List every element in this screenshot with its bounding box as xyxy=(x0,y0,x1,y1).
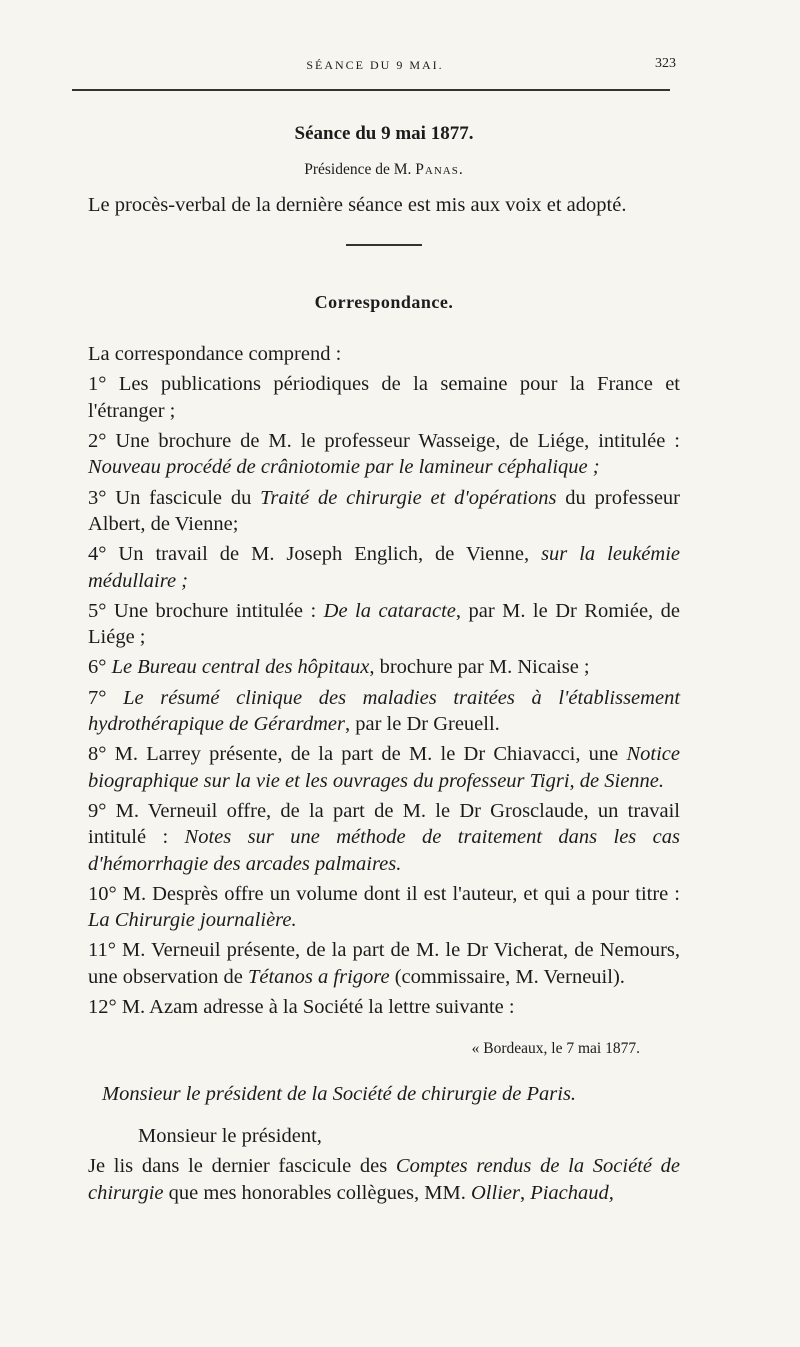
text-segment: , par M. le Dr Romiée, de Liége ; xyxy=(88,599,680,649)
text-segment: 10° M. Desprès offre un volume dont il est l'auteur, et qui a pour titre : xyxy=(88,882,680,905)
italic-text: De la cataracte xyxy=(323,599,456,622)
letter-date: « Bordeaux, le 7 mai 1877. xyxy=(471,1040,640,1058)
text-segment: 3° Un fascicule du xyxy=(88,486,261,509)
presidence-line xyxy=(88,157,680,183)
text-segment: , brochure par M. Nicaise ; xyxy=(369,656,590,679)
presidence-label: Présidence de M. xyxy=(304,161,412,179)
italic-text: Comptes rendus de la Société de chirurgie xyxy=(88,1155,681,1204)
text-segment: 7° xyxy=(88,686,124,709)
correspondence-item xyxy=(88,685,680,738)
correspondence-item xyxy=(88,485,680,538)
correspondence-item xyxy=(88,598,680,651)
presidence-name: Panas. xyxy=(415,161,464,179)
text-segment: 6° xyxy=(88,656,112,679)
italic-text: Le résumé clinique des maladies traitées à l'établissement hydrothérapique de Gérardmer xyxy=(88,686,681,736)
text-segment: , xyxy=(519,1181,531,1204)
text-segment: 1° Les publications périodiques de la semaine pour la France et l'étranger ; xyxy=(88,373,680,422)
letter-body xyxy=(88,1153,680,1206)
lead-paragraph xyxy=(88,341,680,367)
italic-text: Le Bureau central des hôpitaux xyxy=(111,656,370,679)
text-segment: 11° M. Verneuil présente, de la part de M. le Dr Vicherat, de Nemours, une observation de xyxy=(88,939,680,988)
italic-text: Notice biographique sur la vie et les ouvrages du professeur Tigri, de Sienne. xyxy=(88,743,680,792)
italic-text: Notes sur une méthode de traitement dans les cas d'hémorrhagie des arcades palmaires. xyxy=(88,826,680,875)
text-segment: Je lis dans le dernier fascicule des xyxy=(88,1155,396,1178)
correspondence-item xyxy=(88,541,680,594)
section-divider xyxy=(346,244,422,246)
page-header xyxy=(72,58,678,78)
text-segment: 4° Un travail de M. Joseph Englich, de Vienne, xyxy=(88,543,542,566)
letter-salutation: Monsieur le président, xyxy=(138,1124,322,1147)
correspondence-item xyxy=(88,798,680,877)
section-title: Correspondance. xyxy=(314,291,454,312)
correspondence-list xyxy=(88,371,680,1020)
text-segment: que mes honorables collègues, MM. xyxy=(163,1181,471,1204)
italic-text: La Chirurgie journalière. xyxy=(88,909,297,932)
correspondence-item xyxy=(88,428,680,481)
intro-text: Le procès-verbal de la dernière séance est mis aux voix et adopté. xyxy=(88,193,627,216)
text-segment: (commissaire, M. Verneuil). xyxy=(389,965,625,988)
page-number: 323 xyxy=(655,56,676,71)
correspondence-item xyxy=(88,741,680,794)
italic-text: Piachaud, xyxy=(530,1181,614,1204)
text-segment: 8° M. Larrey présente, de la part de M. le Dr Chiavacci, une xyxy=(88,743,627,766)
text-segment: 2° Une brochure de M. le professeur Wasseige, de Liége, intitulée : xyxy=(88,430,680,453)
italic-text: Nouveau procédé de crâniotomie par le lamineur céphalique ; xyxy=(88,456,600,479)
italic-text: Ollier xyxy=(471,1181,520,1204)
correspondence-item xyxy=(88,371,680,424)
correspondence-item xyxy=(88,937,680,990)
text-segment: 12° M. Azam adresse à la Société la lettre suivante : xyxy=(88,996,515,1019)
italic-text: Tétanos a frigore xyxy=(247,965,390,988)
letter-addressee: Monsieur le président de la Société de chirurgie de Paris. xyxy=(102,1082,577,1105)
lead-text: La correspondance comprend : xyxy=(88,343,342,366)
session-title: Séance du 9 mai 1877. xyxy=(294,123,474,144)
text-segment: , par le Dr Greuell. xyxy=(344,713,500,736)
text-segment: 9° M. Verneuil offre, de la part de M. le Dr Grosclaude, un travail intitulé : xyxy=(88,799,680,849)
text-segment: du professeur Albert, de Vienne; xyxy=(88,486,681,535)
correspondence-item xyxy=(88,881,680,934)
italic-text: sur la leukémie médullaire ; xyxy=(88,543,680,592)
correspondence-item xyxy=(88,654,680,680)
running-title: SÉANCE DU 9 MAI. xyxy=(306,58,444,72)
italic-text: Traité de chirurgie et d'opérations xyxy=(260,486,557,509)
intro-paragraph xyxy=(88,192,680,218)
text-column xyxy=(88,116,680,1206)
correspondence-item xyxy=(88,994,680,1020)
header-rule xyxy=(72,89,670,91)
text-segment: 5° Une brochure intitulée : xyxy=(88,599,324,622)
